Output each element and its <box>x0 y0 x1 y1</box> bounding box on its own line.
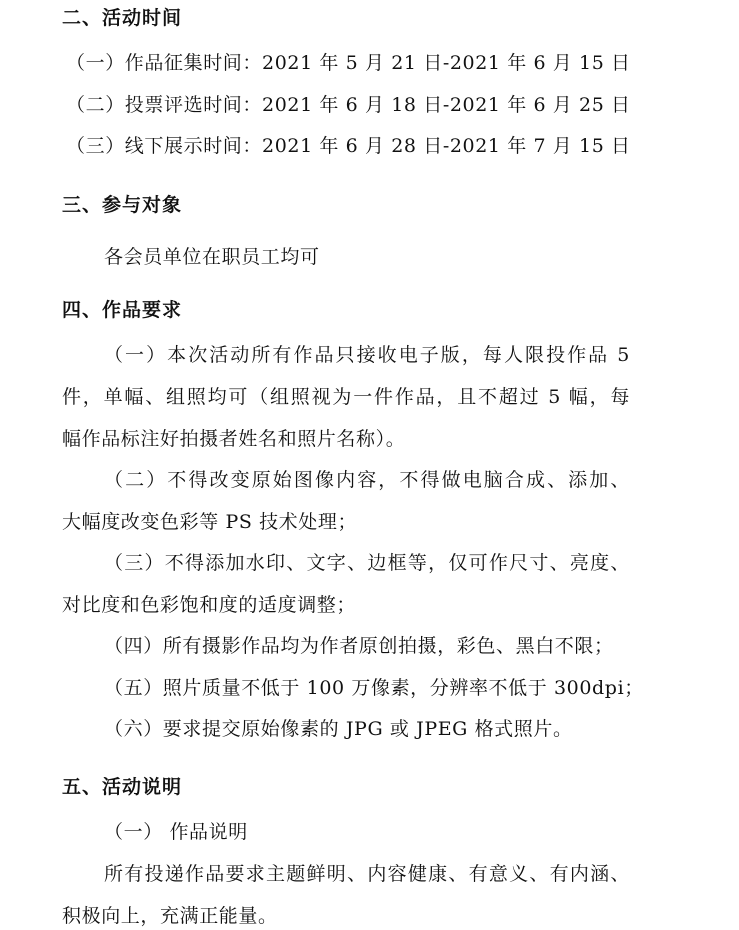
requirement-line: 对比度和色彩饱和度的适度调整； <box>62 594 357 616</box>
requirement-line: （四）所有摄影作品均为作者原创拍摄，彩色、黑白不限； <box>104 635 614 657</box>
description-subheading: （一） 作品说明 <box>104 821 248 843</box>
requirement-line: （六）要求提交原始像素的 JPG 或 JPEG 格式照片。 <box>104 718 573 740</box>
requirement-line: 大幅度改变色彩等 PS 技术处理； <box>62 511 358 533</box>
description-line: 所有投递作品要求主题鲜明、内容健康、有意义、有内涵、 <box>104 863 630 885</box>
requirement-line: （五）照片质量不低于 100 万像素，分辨率不低于 300dpi； <box>104 677 644 699</box>
participants-text: 各会员单位在职员工均可 <box>104 246 320 268</box>
section-heading-requirements: 四、作品要求 <box>62 299 183 321</box>
requirement-line: （二）不得改变原始图像内容，不得做电脑合成、添加、 <box>104 469 630 491</box>
requirement-line: 件，单幅、组照均可（组照视为一件作品，且不超过 5 幅，每 <box>62 386 630 408</box>
requirement-line: 幅作品标注好拍摄者姓名和照片名称）。 <box>62 428 406 450</box>
section-heading-participants: 三、参与对象 <box>62 194 183 216</box>
time-item-exhibition: （三）线下展示时间：2021 年 6 月 28 日-2021 年 7 月 15 日 <box>66 135 631 157</box>
requirement-line: （一）本次活动所有作品只接收电子版，每人限投作品 5 <box>104 344 630 366</box>
requirement-line: （三）不得添加水印、文字、边框等，仅可作尺寸、亮度、 <box>104 552 630 574</box>
time-item-collection: （一）作品征集时间：2021 年 5 月 21 日-2021 年 6 月 15 日 <box>66 52 631 74</box>
time-item-voting: （二）投票评选时间：2021 年 6 月 18 日-2021 年 6 月 25 日 <box>66 94 631 116</box>
section-heading-activity-time: 二、活动时间 <box>62 7 183 29</box>
description-line: 积极向上，充满正能量。 <box>62 905 278 927</box>
section-heading-description: 五、活动说明 <box>62 776 183 798</box>
